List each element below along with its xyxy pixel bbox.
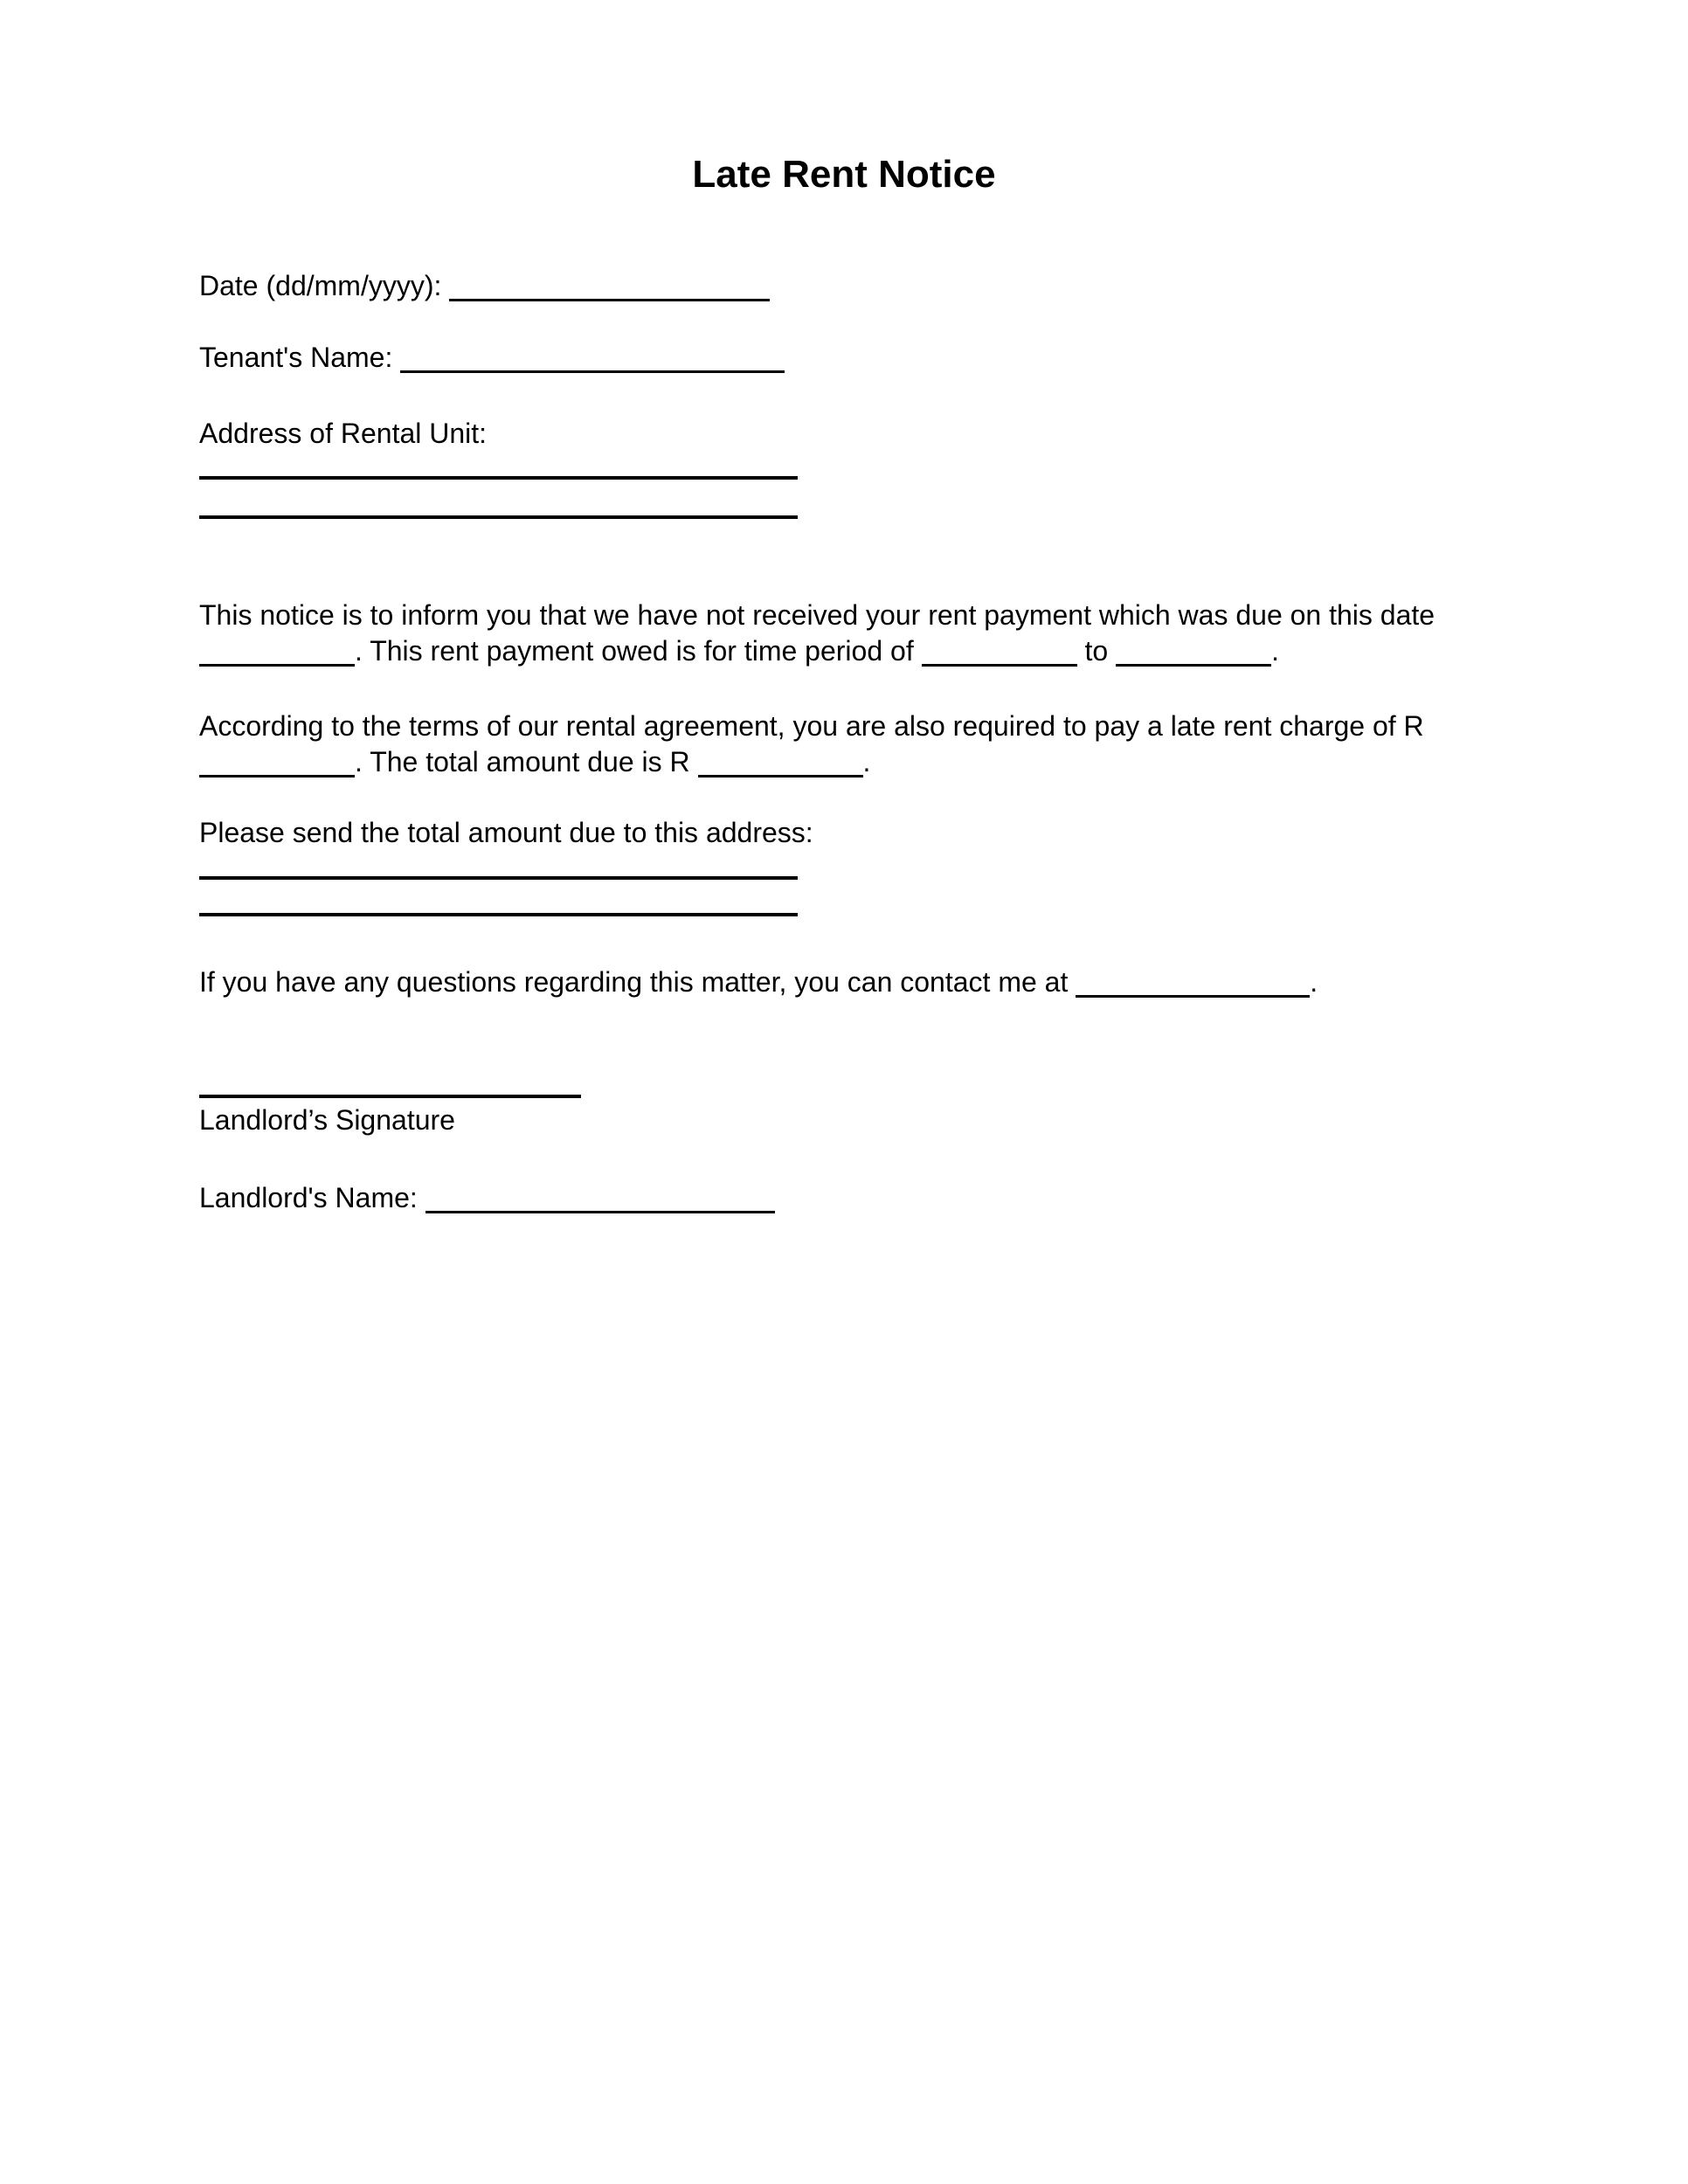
date-label: Date (dd/mm/yyyy):: [199, 270, 450, 301]
date-blank-line[interactable]: [449, 278, 770, 301]
tenant-name-row: [199, 340, 785, 376]
landlord-signature-line[interactable]: [199, 1095, 581, 1098]
notice-text-1: This notice is to inform you that we have not received your rent payment which was due on this date: [199, 599, 1435, 631]
send-address-label: Please send the total amount due to this address:: [199, 817, 813, 848]
send-address-line-1[interactable]: [199, 876, 798, 880]
late-charge-text-1: According to the terms of our rental agreement, you are also required to pay a late rent charge of R: [199, 710, 1424, 742]
page-title: Late Rent Notice: [692, 153, 996, 196]
period-to-blank[interactable]: [1116, 643, 1271, 667]
contact-paragraph: [199, 964, 1492, 1000]
rental-address-label: Address of Rental Unit:: [199, 418, 488, 449]
late-charge-text-2: . The total amount due is R: [355, 746, 698, 778]
notice-text-2: . This rent payment owed is for time period of: [355, 635, 922, 667]
notice-paragraph: [199, 598, 1492, 669]
late-charge-text-3: .: [862, 746, 871, 778]
contact-text-1: If you have any questions regarding this matter, you can contact me at: [199, 966, 1076, 998]
landlord-name-label: Landlord's Name:: [199, 1182, 425, 1213]
tenant-name-label: Tenant's Name:: [199, 342, 401, 373]
period-from-blank[interactable]: [922, 643, 1077, 667]
send-address-line-2[interactable]: [199, 913, 798, 916]
tenant-name-blank-line[interactable]: [400, 349, 785, 373]
notice-text-4: .: [1271, 635, 1279, 667]
notice-text-3: to: [1076, 635, 1117, 667]
rental-address-line-1[interactable]: [199, 476, 798, 480]
late-charge-blank[interactable]: [199, 754, 355, 778]
landlord-name-row: [199, 1180, 775, 1216]
contact-text-2: .: [1310, 966, 1318, 998]
late-charge-paragraph: [199, 708, 1492, 780]
due-date-blank[interactable]: [199, 643, 355, 667]
landlord-signature-label: Landlord’s Signature: [199, 1104, 455, 1136]
rental-address-line-2[interactable]: [199, 515, 798, 519]
date-row: [199, 268, 770, 304]
total-due-blank[interactable]: [698, 754, 863, 778]
contact-blank[interactable]: [1076, 974, 1310, 998]
landlord-name-blank-line[interactable]: [425, 1190, 775, 1213]
